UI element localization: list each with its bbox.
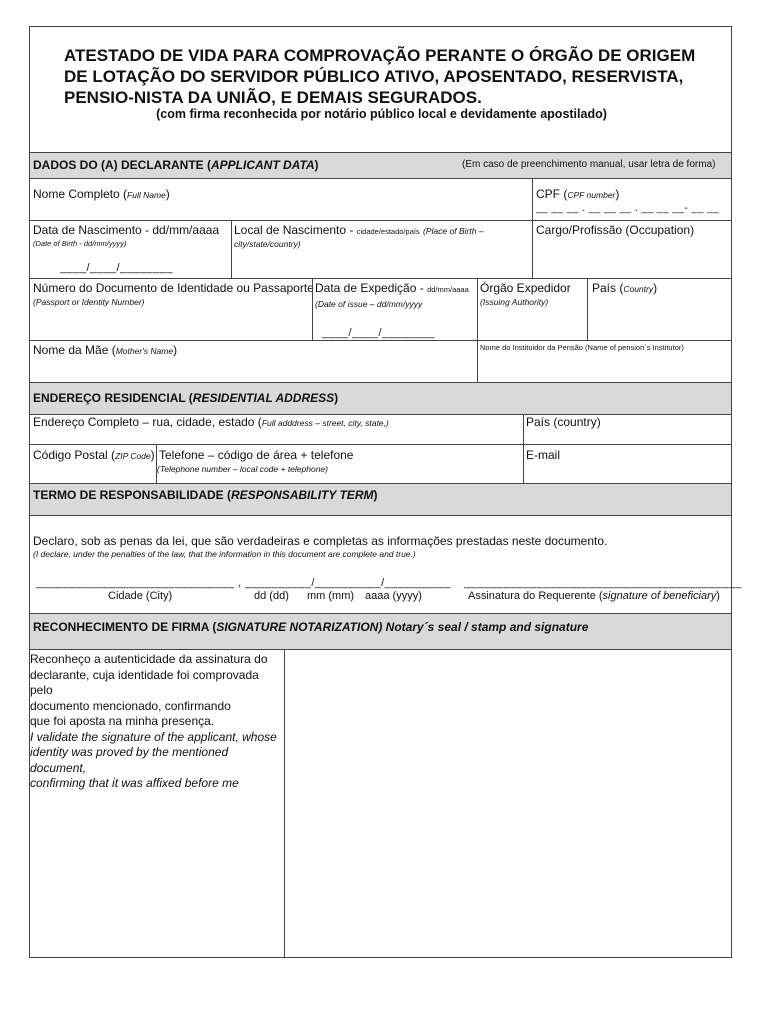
notary-line-1-text: Reconheço a autenticidade da assinatura do <box>30 652 268 666</box>
email-label: E-mail <box>526 448 561 462</box>
zip-code-en: ZIP Code <box>115 451 151 461</box>
issue-date-field[interactable]: ____/____/________ <box>322 327 435 339</box>
zip-code-text: Código Postal ( <box>33 448 116 462</box>
phone-label: Telefone – código de área + telefone <box>159 448 354 462</box>
month-label: mm (mm) <box>307 590 355 602</box>
notary-line-3: documento mencionado, confirmando <box>30 698 231 713</box>
issuer-label-en: (Issuing Authority) <box>480 297 549 307</box>
full-address-label <box>33 415 389 429</box>
address-section-header <box>30 382 731 415</box>
cpf-en: CPF number <box>567 190 616 200</box>
notarization-heading-en: SIGNATURE NOTARIZATION) Notary´s seal / stamp and signature <box>216 620 589 634</box>
term-section-header <box>30 483 731 516</box>
signature-field[interactable]: __________________________________________ <box>464 577 742 589</box>
notarization-section-header <box>30 613 731 650</box>
full-name-label: Nome Completo (Full Name) <box>33 187 170 201</box>
applicant-section-header <box>30 152 731 179</box>
year-label: aaaa (yyyy) <box>365 590 422 602</box>
issue-date-small: dd/mm/aaaa <box>427 285 469 294</box>
full-name-en: Full Name <box>127 190 166 200</box>
signature-en: signature of beneficiary <box>602 590 717 602</box>
pob-label <box>234 223 484 237</box>
issue-date-label <box>315 281 469 295</box>
address-heading-close: ) <box>334 391 339 405</box>
full-address-text: Endereço Completo – rua, cidade, estado ( <box>33 415 262 429</box>
signature-close: ) <box>716 590 720 602</box>
life-certificate-form <box>29 26 742 958</box>
pension-institutor-label: Nome do Instituidor da Pensão (Name of pension´s Institutor) <box>480 343 684 352</box>
mother-name-label: Nome da Mãe (Mother's Name) <box>33 343 178 357</box>
term-heading: TERMO DE RESPONSABILIDADE ( <box>33 488 232 502</box>
notary-line-7: confirming that it was affixed before me <box>30 776 239 790</box>
pob-en: (Place of Birth – <box>423 226 484 236</box>
applicant-heading-en: APPLICANT DATA <box>211 158 315 172</box>
country-en: Country <box>623 284 654 294</box>
issuer-label: Órgão Expedidor <box>480 281 571 295</box>
notary-seal-area[interactable] <box>286 652 729 955</box>
address-country-label: País (country) <box>526 415 601 429</box>
pob-label-en2: city/state/country) <box>234 239 301 249</box>
country-text: País ( <box>592 281 624 295</box>
phone-label-en: (Telephone number – local code + telephone) <box>157 464 328 474</box>
notary-line-4: que foi aposta na minha presença. <box>30 714 215 728</box>
issue-date-text: Data de Expedição - <box>315 281 424 295</box>
occupation-label: Cargo/Profissão (Occupation) <box>536 223 695 237</box>
mother-name-text: Nome da Mãe ( <box>33 343 116 357</box>
address-heading-en: RESIDENTIAL ADDRESS <box>192 391 335 405</box>
signature-label <box>468 590 720 602</box>
city-label: Cidade (City) <box>108 590 173 602</box>
applicant-heading: DADOS DO (A) DECLARANTE ( <box>33 158 211 172</box>
document-number-label: Número do Documento de Identidade ou Passaporte <box>33 281 314 295</box>
notarization-statement <box>30 652 284 792</box>
document-number-label-en: (Passport or Identity Number) <box>33 297 145 307</box>
signature-text: Assinatura do Requerente ( <box>468 590 603 602</box>
cpf-field[interactable]: __ __ __ . __ __ __ . __ __ __- __ __ <box>536 203 720 214</box>
pob-small: cidade/estado/país <box>356 227 420 236</box>
dob-label: Data de Nascimento - dd/mm/aaaa <box>33 223 220 237</box>
document-title: ATESTADO DE VIDA PARA COMPROVAÇÃO PERANTE O ÓRGÃO DE ORIGEM DE LOTAÇÃO DO SERVIDOR PÚBLICO ATIVO, APOSENTADO, RESERVISTA, PENSIO-NISTA DA UNIÃO, E DEMAIS SEGURADOS. <box>64 46 696 107</box>
cpf-label: CPF (CPF number) <box>536 187 620 201</box>
notary-line-6: identity was proved by the mentioned document, <box>30 745 229 775</box>
declaration-text-en: (I declare, under the penalties of the law, that the information in this document are complete and true.) <box>33 549 416 559</box>
place-date-field[interactable]: ______________________________ , __________/__________/__________ <box>36 577 451 589</box>
dob-field[interactable]: ____/____/________ <box>60 262 173 274</box>
full-name-text: Nome Completo ( <box>33 187 128 201</box>
notary-line-2: declarante, cuja identidade foi comprovada pelo <box>30 667 259 697</box>
mother-name-en: Mother's Name <box>115 346 174 356</box>
notary-line-1 <box>30 652 284 668</box>
term-heading-en: RESPONSABILITY TERM <box>231 488 374 502</box>
day-label: dd (dd) <box>254 590 289 602</box>
document-subtitle: (com firma reconhecida por notário público local e devidamente apostilado) <box>156 107 607 121</box>
print-note: (Em caso de preenchimento manual, usar letra de forma) <box>462 159 716 170</box>
full-address-en: Full adddress – street, city, state,) <box>261 418 389 428</box>
term-heading-close: ) <box>373 488 378 502</box>
applicant-heading-close: ) <box>314 158 319 172</box>
issue-date-label-en: (Date of issue – dd/mm/yyyy <box>315 299 423 309</box>
zip-code-label: Código Postal (ZIP Code) <box>33 448 155 462</box>
declaration-text: Declaro, sob as penas da lei, que são verdadeiras e completas as informações prestadas neste documento. <box>33 534 608 548</box>
notary-line-5: I validate the signature of the applicant, whose <box>30 729 277 744</box>
cpf-text: CPF ( <box>536 187 568 201</box>
pob-text: Local de Nascimento - <box>234 223 354 237</box>
country-label: País (Country) <box>592 281 658 295</box>
dob-label-en: (Date of Birth - dd/mm/yyyy) <box>33 239 127 248</box>
notarization-heading: RECONHECIMENTO DE FIRMA ( <box>33 620 217 634</box>
address-heading: ENDEREÇO RESIDENCIAL ( <box>33 391 193 405</box>
